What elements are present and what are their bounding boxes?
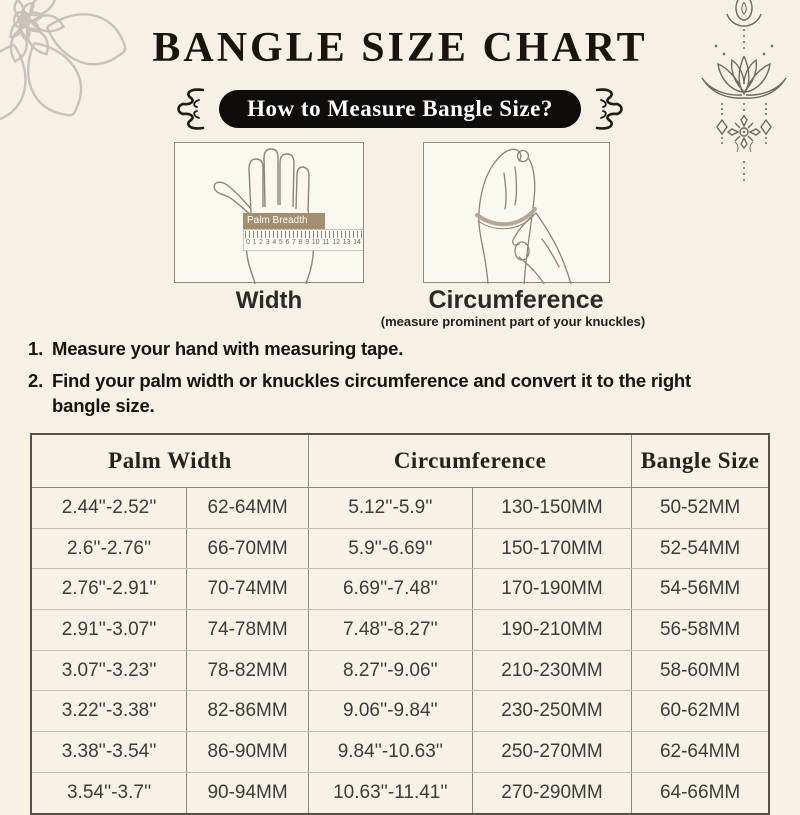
table-cell: 2.91''-3.07'' — [31, 610, 187, 651]
table-cell: 74-78MM — [187, 610, 309, 651]
ruler-number: 0 — [246, 239, 250, 246]
table-cell: 8.27''-9.06'' — [308, 650, 472, 691]
table-header-palm-width: Palm Width — [31, 434, 308, 488]
table-cell: 150-170MM — [472, 528, 631, 569]
ruler-number: 1 — [252, 239, 257, 246]
table-header-circumference: Circumference — [308, 434, 631, 488]
table-cell: 82-86MM — [187, 691, 309, 732]
table-cell: 2.76''-2.91'' — [31, 569, 187, 610]
table-row — [31, 732, 769, 773]
ruler-number: 5 — [278, 239, 283, 246]
table-row — [31, 488, 769, 529]
ruler-number: 4 — [272, 239, 277, 246]
ruler-number: 8 — [298, 239, 303, 246]
instruction-step-1 — [28, 336, 728, 361]
table-cell: 70-74MM — [187, 569, 309, 610]
ruler-number: 2 — [259, 239, 264, 246]
table-cell: 60-62MM — [632, 691, 769, 732]
table-cell: 62-64MM — [187, 488, 309, 529]
table-cell: 190-210MM — [472, 610, 631, 651]
table-cell: 5.12''-5.9'' — [308, 488, 472, 529]
instruction-text: Measure your hand with measuring tape. — [52, 338, 404, 359]
table-header-row — [31, 434, 769, 488]
ruler — [243, 229, 363, 251]
table-cell: 2.44''-2.52'' — [31, 488, 187, 529]
ruler-number: 12 — [332, 239, 340, 246]
ruler-number: 10 — [311, 239, 320, 246]
table-header-bangle-size: Bangle Size — [632, 434, 769, 488]
table-cell: 7.48''-8.27'' — [308, 610, 472, 651]
ruler-number: 9 — [305, 239, 310, 246]
table-cell: 64-66MM — [632, 772, 769, 813]
bangle-size-table — [30, 433, 770, 815]
table-row — [31, 528, 769, 569]
table-cell: 130-150MM — [472, 488, 631, 529]
banner-row — [0, 86, 800, 132]
ruler-ticks — [245, 231, 362, 238]
table-cell: 90-94MM — [187, 772, 309, 813]
table-cell: 3.38''-3.54'' — [31, 732, 187, 773]
table-cell: 3.22''-3.38'' — [31, 691, 187, 732]
circumference-illustration-box — [423, 142, 610, 283]
instruction-number: 1. — [28, 338, 44, 359]
instruction-number: 2. — [28, 370, 44, 391]
table-cell: 3.54''-3.7'' — [31, 772, 187, 813]
table-cell: 9.06''-9.84'' — [308, 691, 472, 732]
instructions — [28, 336, 728, 425]
table-cell: 52-54MM — [632, 528, 769, 569]
table-cell: 86-90MM — [187, 732, 309, 773]
flourish-right-icon — [591, 86, 627, 132]
ruler-number: 13 — [342, 239, 351, 246]
table-cell: 270-290MM — [472, 772, 631, 813]
ruler-number: 6 — [285, 239, 290, 246]
table-cell: 78-82MM — [187, 650, 309, 691]
circumference-note: (measure prominent part of your knuckles) — [380, 314, 646, 329]
table-cell: 10.63''-11.41'' — [308, 772, 472, 813]
table-cell: 250-270MM — [472, 732, 631, 773]
table-cell: 2.6''-2.76'' — [31, 528, 187, 569]
table-cell: 210-230MM — [472, 650, 631, 691]
table-cell: 230-250MM — [472, 691, 631, 732]
instruction-step-2 — [28, 368, 728, 418]
table-row — [31, 650, 769, 691]
table-cell: 62-64MM — [632, 732, 769, 773]
palm-breadth-label: Palm Breadth — [243, 213, 325, 229]
table-cell: 66-70MM — [187, 528, 309, 569]
ruler-number: 7 — [292, 239, 296, 246]
ruler-number: 11 — [322, 239, 330, 246]
circumference-caption: Circumference — [428, 286, 604, 314]
width-illustration-box — [174, 142, 364, 283]
ruler-number: 3 — [265, 239, 270, 246]
width-caption: Width — [235, 287, 303, 314]
ruler-numbers — [244, 238, 363, 248]
table-cell: 3.07''-3.23'' — [31, 650, 187, 691]
table-row — [31, 691, 769, 732]
table-row — [31, 610, 769, 651]
table-cell: 9.84''-10.63'' — [308, 732, 472, 773]
table-row — [31, 569, 769, 610]
ruler-number: 14 — [353, 239, 361, 246]
size-table-body — [31, 488, 769, 814]
table-cell: 170-190MM — [472, 569, 631, 610]
table-row — [31, 772, 769, 813]
table-cell: 58-60MM — [632, 650, 769, 691]
flourish-left-icon — [173, 86, 209, 132]
hand-pinch-icon — [424, 143, 611, 284]
table-cell: 50-52MM — [632, 488, 769, 529]
table-cell: 6.69''-7.48'' — [308, 569, 472, 610]
table-cell: 54-56MM — [632, 569, 769, 610]
banner-pill: How to Measure Bangle Size? — [219, 90, 581, 128]
page-title: BANGLE SIZE CHART — [152, 25, 648, 71]
table-cell: 56-58MM — [632, 610, 769, 651]
instruction-text: Find your palm width or knuckles circumference and convert it to the right bangle size. — [52, 370, 691, 416]
table-cell: 5.9''-6.69'' — [308, 528, 472, 569]
